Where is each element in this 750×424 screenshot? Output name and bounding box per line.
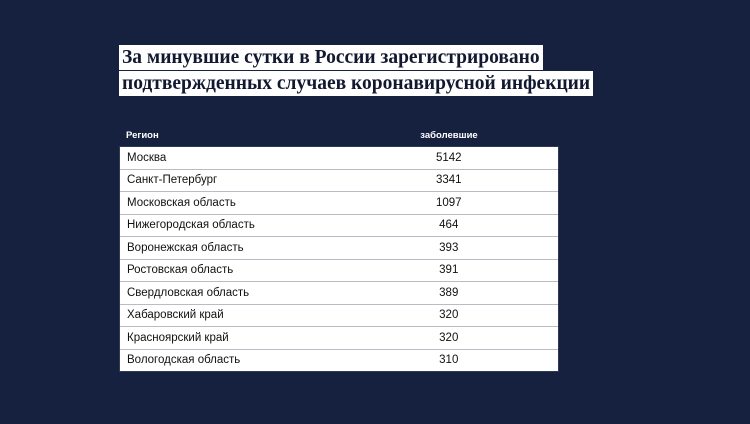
cell-region: Московская область xyxy=(127,196,236,209)
cell-region: Воронежская область xyxy=(127,241,244,254)
table-row xyxy=(120,282,558,305)
cell-cases: 3341 xyxy=(435,174,462,187)
cell-region: Санкт-Петербург xyxy=(127,174,218,187)
table-row xyxy=(120,170,558,193)
cell-region: Ростовская область xyxy=(127,264,234,277)
title-line-1: За минувшие сутки в России зарегистрировано xyxy=(119,45,543,70)
column-header-region: Регион xyxy=(126,130,159,141)
table-row xyxy=(120,237,558,260)
cell-cases: 320 xyxy=(439,331,459,344)
cell-cases: 320 xyxy=(439,309,459,322)
table-header-row xyxy=(119,130,559,146)
cell-region: Хабаровский край xyxy=(127,309,224,322)
table-row xyxy=(120,305,558,328)
column-header-cases: заболевшие xyxy=(420,130,478,141)
cell-cases: 389 xyxy=(439,286,459,299)
table-row xyxy=(120,215,558,238)
title-line-2: подтвержденных случаев коронавирусной инфекции xyxy=(119,71,593,96)
table-row xyxy=(120,350,558,372)
cell-cases: 464 xyxy=(439,219,459,232)
cell-cases: 310 xyxy=(439,354,459,367)
cell-region: Вологодская область xyxy=(127,354,241,367)
table-row xyxy=(120,147,558,170)
cases-table xyxy=(119,130,559,372)
cell-region: Москва xyxy=(127,151,167,164)
cell-cases: 5142 xyxy=(435,151,462,164)
page-title xyxy=(119,45,659,97)
table-row xyxy=(120,192,558,215)
cell-region: Красноярский край xyxy=(127,331,229,344)
table-row xyxy=(120,327,558,350)
cell-cases: 1097 xyxy=(435,196,462,209)
cell-cases: 393 xyxy=(439,241,459,254)
cell-region: Свердловская область xyxy=(127,286,250,299)
table-body xyxy=(119,146,559,372)
cell-region: Нижегородская область xyxy=(127,219,255,232)
cell-cases: 391 xyxy=(439,264,459,277)
table-row xyxy=(120,260,558,283)
